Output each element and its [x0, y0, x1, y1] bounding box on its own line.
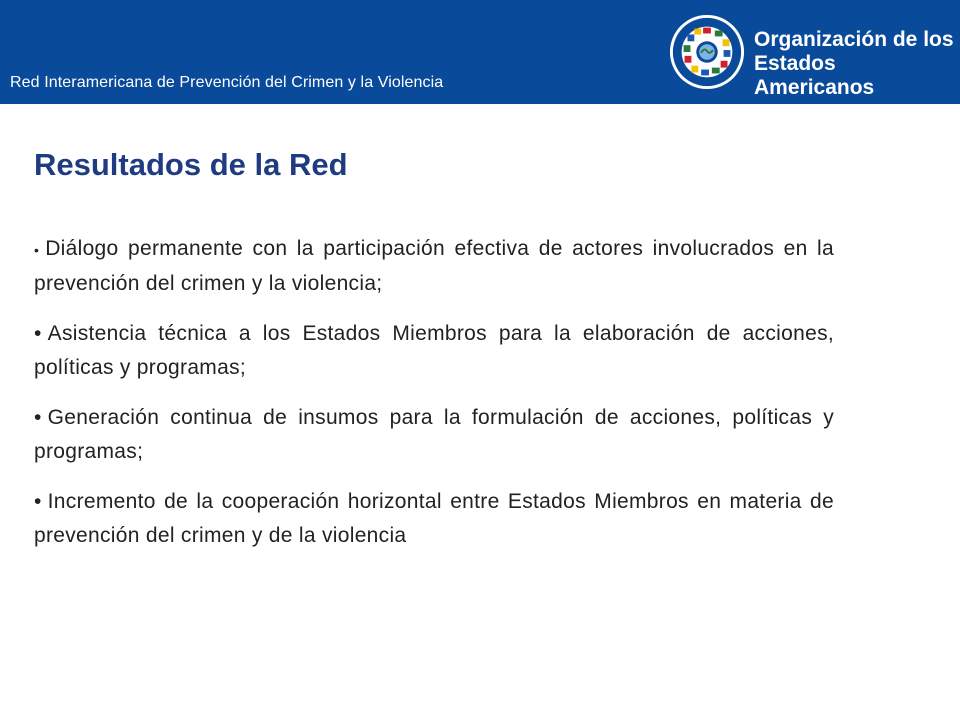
- list-item-text: Diálogo permanente con la participación efectiva de actores involucrados en la prevención del crimen y la violencia;: [34, 237, 834, 295]
- network-subtitle: Red Interamericana de Prevención del Crimen y la Violencia: [10, 74, 444, 91]
- bullet-icon: •: [34, 322, 42, 345]
- page-title: Resultados de la Red: [34, 147, 348, 182]
- oas-logo-text: [754, 28, 960, 100]
- list-item: [34, 317, 834, 385]
- list-item-text: Asistencia técnica a los Estados Miembros para la elaboración de acciones, políticas y programas;: [34, 322, 834, 379]
- logo-line-2: Estados Americanos: [754, 52, 875, 99]
- list-item: [34, 232, 834, 301]
- bullet-icon: •: [34, 406, 42, 429]
- bullet-icon: •: [34, 490, 42, 513]
- bullet-icon: •: [34, 242, 40, 258]
- logo-line-1: Organización de los: [754, 28, 954, 51]
- list-item-text: Generación continua de insumos para la formulación de acciones, políticas y programas;: [34, 406, 834, 463]
- list-item: [34, 401, 834, 469]
- oas-seal-icon: [668, 13, 746, 91]
- list-item: [34, 485, 834, 553]
- header-banner: [0, 0, 960, 104]
- list-item-text: Incremento de la cooperación horizontal entre Estados Miembros en materia de prevención del crimen y de la violencia: [34, 490, 834, 547]
- results-list: [34, 232, 834, 569]
